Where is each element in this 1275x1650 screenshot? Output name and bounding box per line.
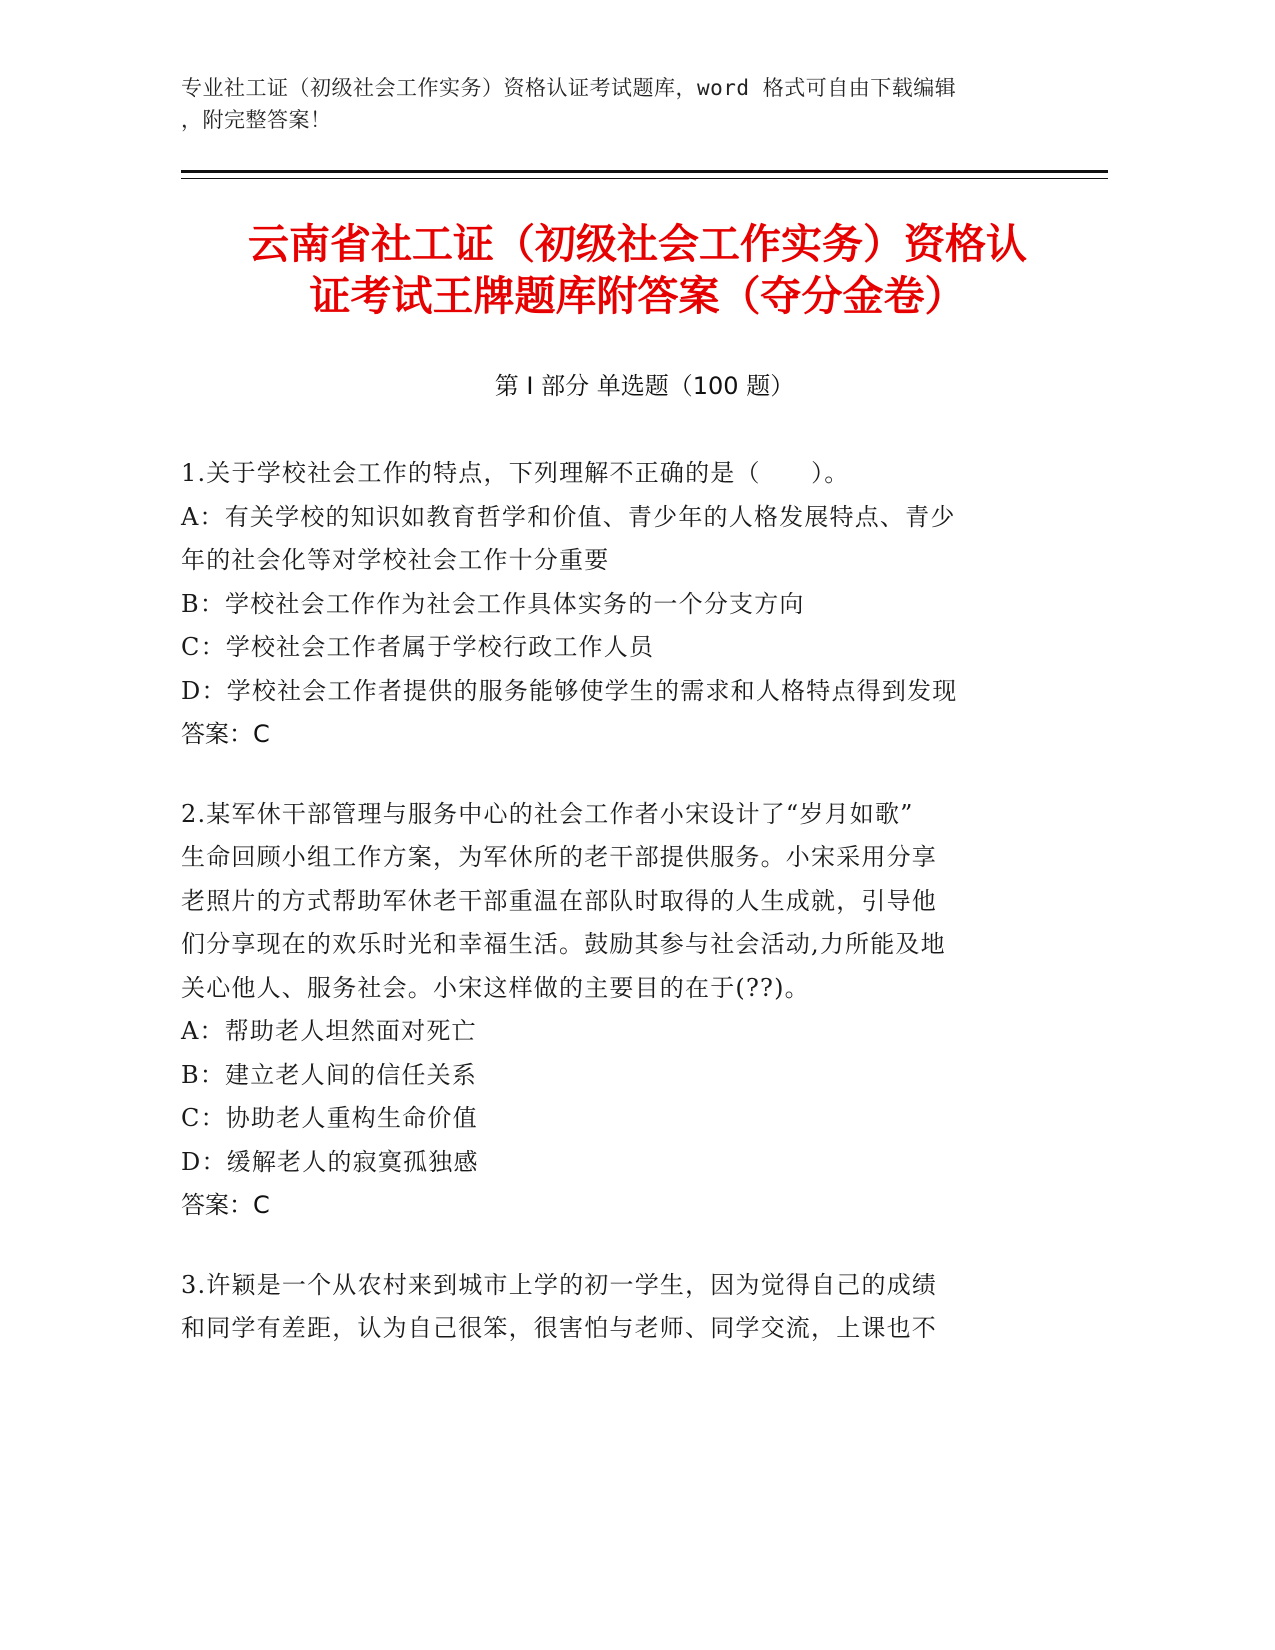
question-list [181,452,1031,1387]
question-answer: 答案：C [181,720,270,748]
question-block [181,1264,1031,1351]
question-block [181,452,1031,757]
question-option: B：学校社会工作作为社会工作具体实务的一个分支方向 [181,589,805,618]
question-option: C：协助老人重构生命价值 [181,1104,478,1132]
question-option: D：学校社会工作者提供的服务能够使学生的需求和人格特点得到发现 [181,676,958,705]
header-divider-thick [181,170,1108,173]
question-stem: 1.关于学校社会工作的特点，下列理解不正确的是（ ）。 [181,459,850,487]
document-title-line: 云南省社工证（初级社会工作实务）资格认 [248,220,1027,268]
question-option: B：建立老人间的信任关系 [181,1060,478,1089]
question-option: A：帮助老人坦然面对死亡 [181,1017,477,1045]
section-title: 第 I 部分 单选题（100 题） [494,372,795,400]
document-title [150,218,1125,322]
question-option: A：有关学校的知识如教育哲学和价值、青少年的人格发展特点、青少 [181,502,956,531]
document-title-line: 证考试王牌题库附答案（夺分金卷） [309,272,966,320]
question-answer: 答案：C [181,1191,270,1219]
question-block [181,793,1031,1228]
header-note [181,72,1041,136]
header-divider-thin [181,178,1108,179]
question-stem: 2.某军休干部管理与服务中心的社会工作者小宋设计了“岁月如歌” [181,799,914,828]
header-note-line: 专业社工证（初级社会工作实务）资格认证考试题库，word 格式可自由下载编辑 [181,76,957,100]
question-stem: 和同学有差距，认为自己很笨，很害怕与老师、同学交流，上课也不 [181,1314,937,1342]
question-stem: 3.许颖是一个从农村来到城市上学的初一学生，因为觉得自己的成绩 [181,1270,938,1299]
question-stem: 关心他人、服务社会。小宋这样做的主要目的在于(??)。 [181,973,810,1002]
header-note-line: ，附完整答案！ [181,108,332,132]
question-option: D：缓解老人的寂寞孤独感 [181,1147,479,1176]
question-option: C：学校社会工作者属于学校行政工作人员 [181,633,655,661]
question-option: 年的社会化等对学校社会工作十分重要 [181,546,610,574]
question-stem: 生命回顾小组工作方案，为军休所的老干部提供服务。小宋采用分享 [181,843,937,871]
question-stem: 们分享现在的欢乐时光和幸福生活。鼓励其参与社会活动,力所能及地 [181,930,946,958]
question-stem: 老照片的方式帮助军休老干部重温在部队时取得的人生成就，引导他 [181,886,937,915]
